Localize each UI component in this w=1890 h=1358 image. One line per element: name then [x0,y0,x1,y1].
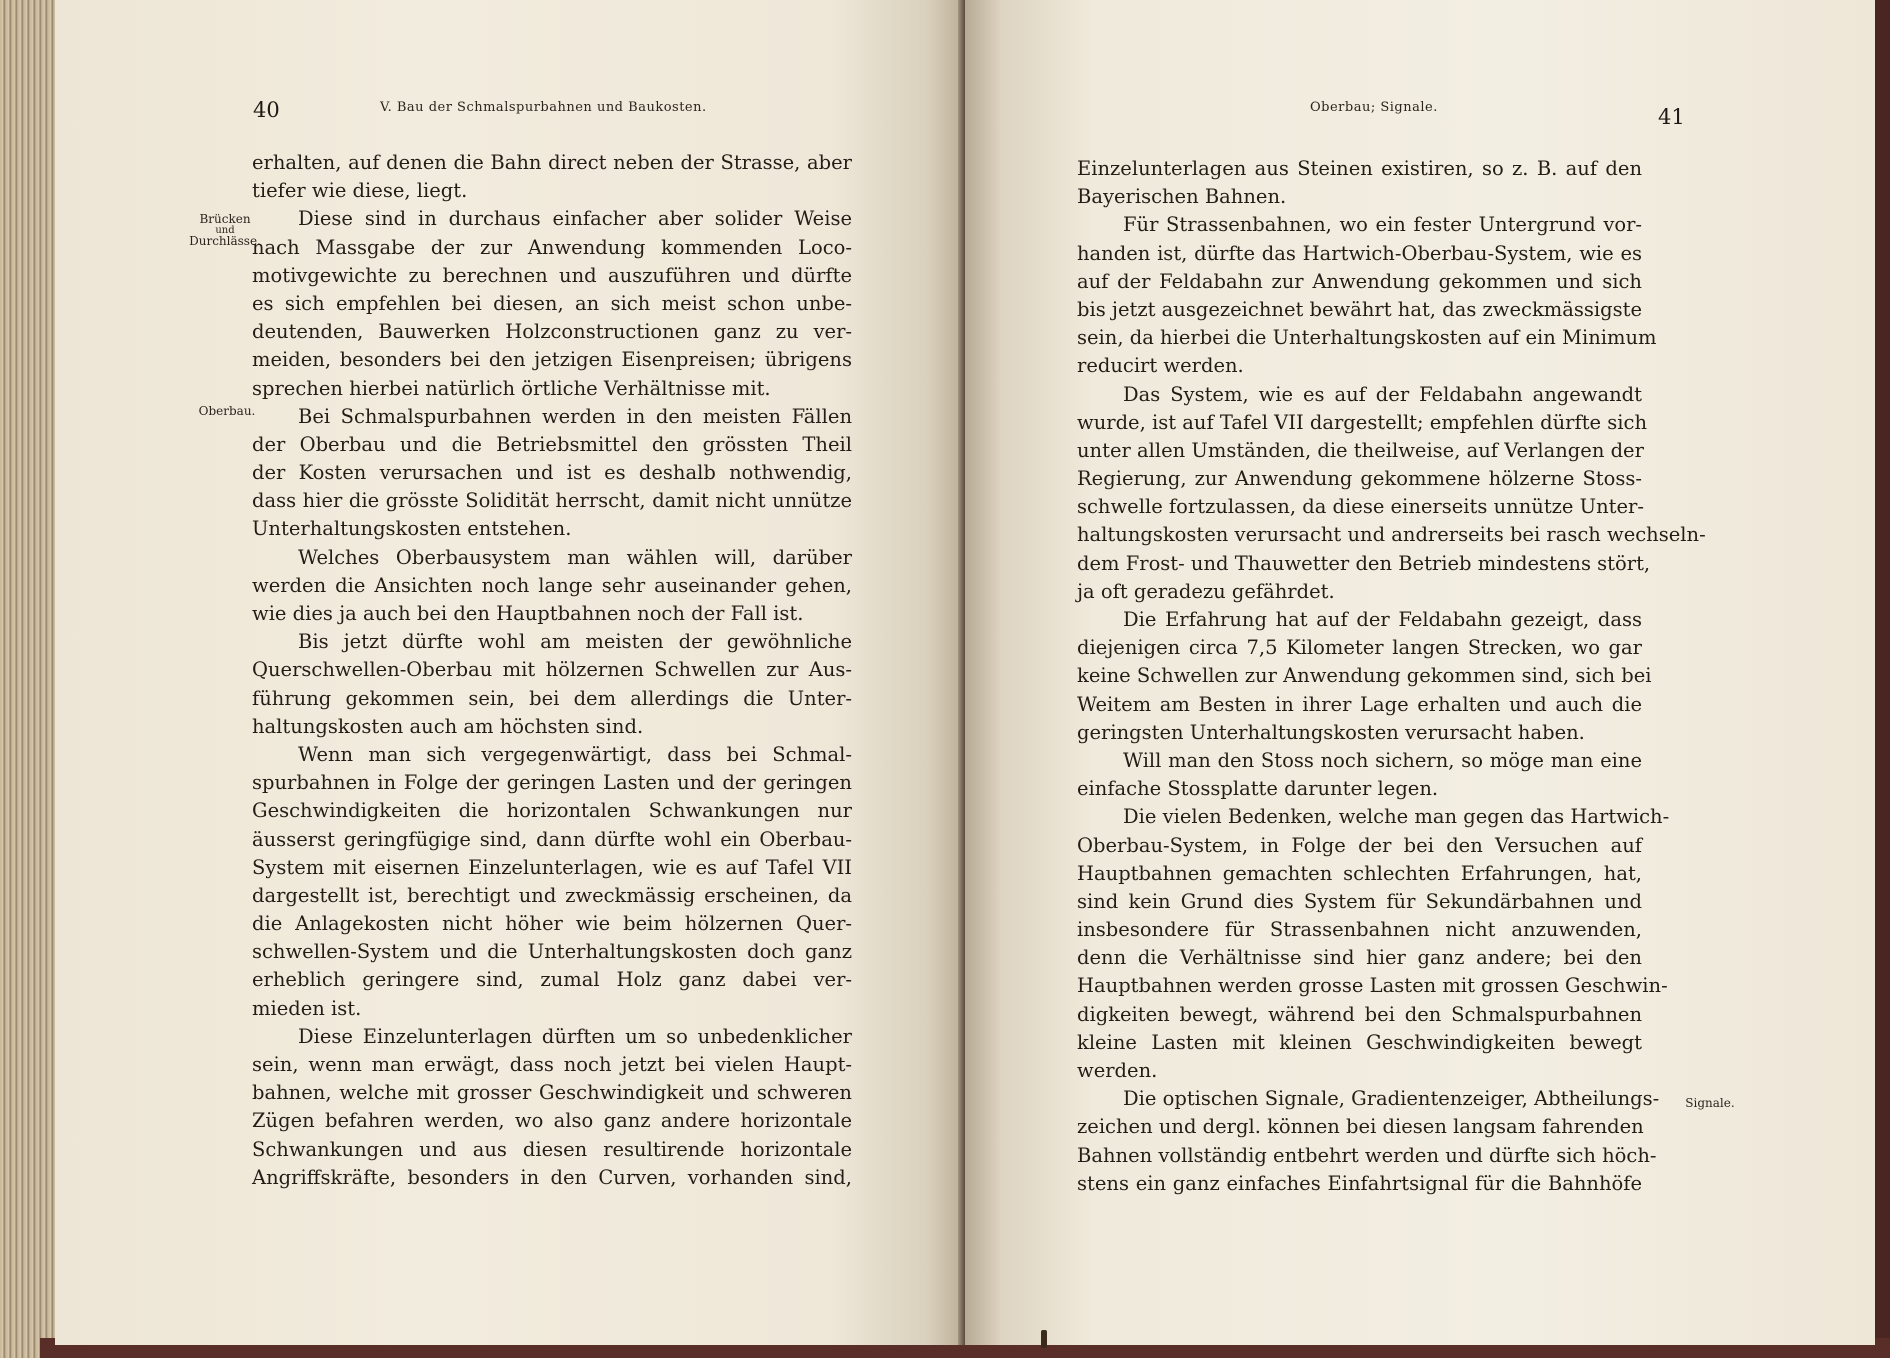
text-line: dem Frost- und Thauwetter den Betrieb mindestens stört, [1077,551,1651,575]
text-line: Unterhaltungskosten entstehen. [252,517,572,541]
text-line: Wenn man sich vergegenwärtigt, dass bei Schmal- [298,742,852,766]
margin-note-oberbau: Oberbau. [198,404,256,418]
text-line: tiefer wie diese, liegt. [252,179,468,203]
text-line: Für Strassenbahnen, wo ein fester Untergrund vor- [1123,213,1642,237]
text-line: nach Massgabe der zur Anwendung kommenden Loco- [252,235,852,259]
right-page [965,0,1875,1345]
text-line: schwelle fortzulassen, da diese einerseits unnütze Unter- [1077,495,1644,519]
text-line: geringsten Unterhaltungskosten verursacht haben. [1077,720,1585,744]
left-running-head: V. Bau der Schmalspurbahnen und Baukosten. [380,100,707,115]
text-line: deutenden, Bauwerken Holzconstructionen ganz zu ver- [252,320,852,344]
margin-note-line: und [215,225,235,236]
margin-note-signale: Signale. [1685,1096,1735,1110]
text-line: Zügen befahren werden, wo also ganz andere horizontale [252,1109,852,1133]
text-line: Will man den Stoss noch sichern, so möge man eine [1123,748,1642,772]
text-line: sein, da hierbei die Unterhaltungskosten auf ein Minimum [1077,326,1657,350]
text-line: haltungskosten auch am höchsten sind. [252,714,644,738]
text-line: Hauptbahnen werden grosse Lasten mit grossen Geschwin- [1077,974,1668,998]
text-line: handen ist, dürfte das Hartwich-Oberbau-System, wie es [1077,241,1642,265]
text-line: dass hier die grösste Solidität herrscht, damit nicht unnütze [252,489,852,513]
left-body-text [252,149,852,1192]
right-page-number: 41 [1658,105,1685,129]
text-line: sprechen hierbei natürlich örtliche Verhältnisse mit. [252,376,771,400]
text-line: insbesondere für Strassenbahnen nicht anzuwenden, [1077,918,1642,942]
text-line: Bayerischen Bahnen. [1077,185,1287,209]
text-line: digkeiten bewegt, während bei den Schmalspurbahnen [1077,1002,1642,1026]
ink-smudge [1041,1330,1047,1348]
text-line: wurde, ist auf Tafel VII dargestellt; empfehlen dürfte sich [1077,410,1648,434]
text-line: wie dies ja auch bei den Hauptbahnen noch der Fall ist. [252,602,804,625]
text-line: keine Schwellen zur Anwendung gekommen sind, sich bei [1077,664,1652,688]
text-line: Oberbau-System, in Folge der bei den Versuchen auf [1077,833,1642,857]
text-line: kleine Lasten mit kleinen Geschwindigkeiten bewegt [1077,1030,1642,1054]
text-line: erhalten, auf denen die Bahn direct neben der Strasse, aber [252,151,852,174]
text-line: der Kosten verursachen und ist es deshalb nothwendig, [252,461,852,485]
text-line: Regierung, zur Anwendung gekommene hölzerne Stoss- [1077,467,1642,491]
text-line: Geschwindigkeiten die horizontalen Schwankungen nur [252,799,852,823]
text-line: Schwankungen und aus diesen resultirende horizontale [252,1137,852,1161]
text-line: spurbahnen in Folge der geringen Lasten und der geringen [252,771,852,795]
text-line: reducirt werden. [1077,354,1244,378]
text-line: mieden ist. [252,996,362,1020]
text-line: motivgewichte zu berechnen und auszuführen und dürfte [252,263,852,287]
text-line: der Oberbau und die Betriebsmittel den grössten Theil [252,432,852,456]
text-line: Weitem am Besten in ihrer Lage erhalten und auch die [1077,692,1642,716]
right-body-text [1077,155,1706,1198]
right-running-head: Oberbau; Signale. [1310,100,1438,115]
margin-note-line: Durchlässe. [189,234,261,248]
text-line: es sich empfehlen bei diesen, an sich meist schon unbe- [252,291,852,315]
text-line: Die vielen Bedenken, welche man gegen das Hartwich- [1123,805,1670,829]
text-line: meiden, besonders bei den jetzigen Eisenpreisen; übrigens [252,348,852,372]
text-line: führung gekommen sein, bei dem allerdings die Unter- [252,686,852,710]
text-line: einfache Stossplatte darunter legen. [1077,777,1439,801]
text-line: stens ein ganz einfaches Einfahrtsignal für die Bahnhöfe [1077,1171,1642,1195]
text-line: System mit eisernen Einzelunterlagen, wie es auf Tafel VII [252,855,852,879]
text-line: auf der Feldabahn zur Anwendung gekommen und sich [1077,269,1642,293]
text-line: Diese Einzelunterlagen dürften um so unbedenklicher [298,1024,852,1048]
text-line: Diese sind in durchaus einfacher aber solider Weise [298,207,852,231]
text-line: bahnen, welche mit grosser Geschwindigkeit und schweren [252,1081,852,1105]
text-line: haltungskosten verursacht und andrerseits bei rasch wechseln- [1077,523,1706,547]
text-line: äusserst geringfügige sind, dann dürfte wohl ein Oberbau- [252,827,852,851]
text-line: unter allen Umständen, die theilweise, auf Verlangen der [1077,438,1644,462]
text-line: werden die Ansichten noch lange sehr auseinander gehen, [252,573,852,597]
text-line: Bei Schmalspurbahnen werden in den meisten Fällen [298,404,852,428]
text-line: Hauptbahnen gemachten schlechten Erfahrungen, hat, [1077,861,1642,885]
text-line: diejenigen circa 7,5 Kilometer langen Strecken, wo gar [1077,636,1642,660]
text-line: die Anlagekosten nicht höher wie beim hölzernen Quer- [252,912,852,936]
text-line: zeichen und dergl. können bei diesen langsam fahrenden [1077,1115,1644,1139]
text-line: sind kein Grund dies System für Sekundärbahnen und [1077,889,1642,913]
text-line: Einzelunterlagen aus Steinen existiren, so z. B. auf den [1077,157,1642,180]
text-line: Die optischen Signale, Gradientenzeiger, Abtheilungs- [1123,1087,1660,1111]
margin-note-line: Brücken [199,212,251,226]
text-line: Das System, wie es auf der Feldabahn angewandt [1123,382,1642,406]
text-line: Querschwellen-Oberbau mit hölzernen Schwellen zur Aus- [252,658,852,682]
text-line: Bahnen vollständig entbehrt werden und dürfte sich höch- [1077,1143,1657,1167]
text-line: ja oft geradezu gefährdet. [1077,579,1335,603]
text-line: Bis jetzt dürfte wohl am meisten der gewöhnliche [298,630,852,654]
text-line: sein, wenn man erwägt, dass noch jetzt bei vielen Haupt- [252,1053,852,1076]
text-line: Angriffskräfte, besonders in den Curven, vorhanden sind, [252,1165,852,1189]
text-line: erheblich geringere sind, zumal Holz ganz dabei ver- [252,968,852,992]
text-line: Welches Oberbausystem man wählen will, darüber [298,545,852,569]
text-line: Die Erfahrung hat auf der Feldabahn gezeigt, dass [1123,608,1642,631]
page-edges [0,0,58,1358]
text-line: werden. [1077,1059,1158,1082]
left-page [55,0,965,1345]
text-line: denn die Verhältnisse sind hier ganz andere; bei den [1077,946,1642,970]
text-line: dargestellt ist, berechtigt und zweckmässig erscheinen, da [252,883,852,907]
text-line: schwellen-System und die Unterhaltungskosten doch ganz [252,940,852,964]
text-line: bis jetzt ausgezeichnet bewährt hat, das zweckmässigste [1077,297,1642,321]
left-page-number: 40 [253,98,280,122]
